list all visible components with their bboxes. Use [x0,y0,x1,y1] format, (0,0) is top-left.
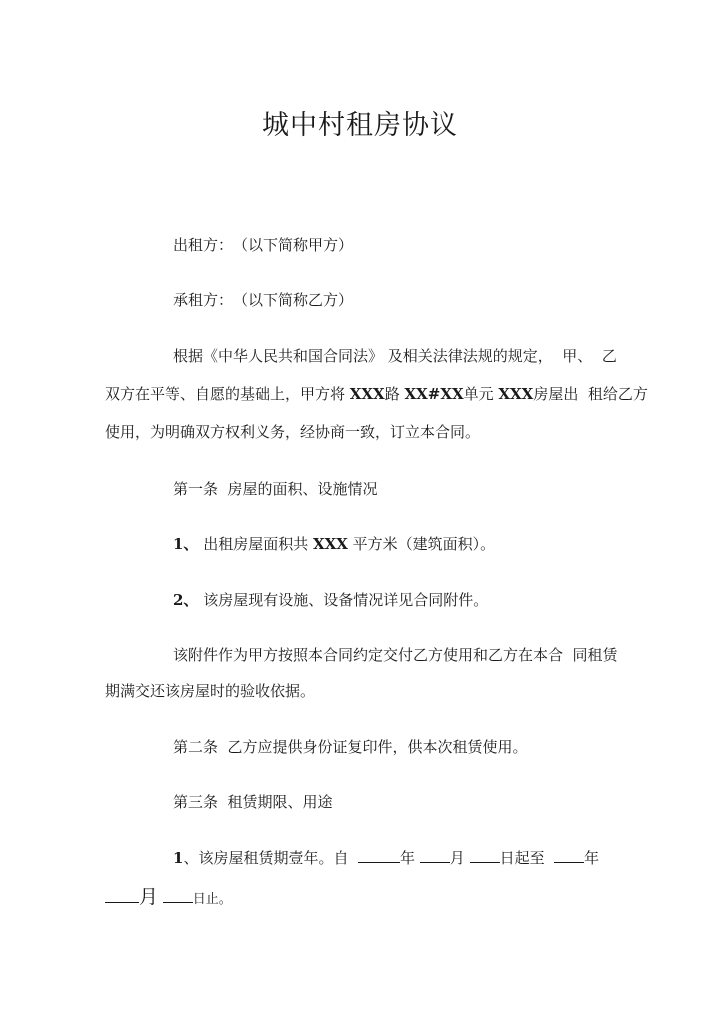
document-title: 城中村租房协议 [262,110,458,141]
item-text: 出租房屋面积共 [198,535,313,553]
article-2-heading: 第二条 乙方应提供身份证复印件，供本次租赁使用。 [173,738,528,756]
article-1-heading: 第一条 房屋的面积、设施情况 [173,480,378,498]
preamble-line-2 [105,383,648,405]
lessee-line: 承租方： （以下简称乙方） [173,291,354,309]
item-text: 平方米（建筑面积）。 [347,535,496,553]
area-placeholder: XXX [312,535,348,553]
annex-line-1: 该附件作为甲方按照本合同约定交付乙方使用和乙方在本合 同租赁 [173,646,618,664]
lessor-line: 出租方： （以下简称甲方） [173,236,354,254]
day-from-label: 日起至 [499,849,545,867]
day-to-label: 日止。 [192,892,232,907]
blank-month-to [105,888,139,903]
month-label: 月 [449,849,465,867]
preamble-line-1: 根据《中华人民共和国合同法》 及相关法律法规的规定， 甲、 乙 [173,347,617,365]
item-text: 、该房屋租赁期壹年。自 [183,849,358,867]
road-placeholder: XXX [349,385,385,403]
unit-placeholder: XX#XX [404,385,464,403]
article-3-item-1-cont [105,886,232,911]
month-label: 月 [139,886,159,908]
preamble-text-a: 双方在平等、自愿的基础上，甲方将 [105,385,350,403]
year-label: 年 [399,849,415,867]
preamble-text-b: 路 [384,385,405,403]
preamble-text-c: 单元 [463,385,499,403]
article-3-heading: 第三条 租赁期限、用途 [173,793,333,811]
year-label: 年 [584,849,600,867]
article-1-item-1 [173,533,495,555]
room-placeholder: XXX [498,385,534,403]
preamble-line-3: 使用，为明确双方权利义务，经协商一致，订立本合同。 [105,423,481,441]
item-number: 2、 [173,591,199,609]
blank-year-from [358,848,400,863]
blank-year-to [554,848,584,863]
blank-month-from [420,848,450,863]
item-number: 1 [173,849,184,867]
blank-day-from [470,848,500,863]
blank-day-to [163,888,193,903]
preamble-text-d: 房屋出 租给乙方 [533,385,648,403]
item-number: 1、 [173,535,199,553]
item-text: 该房屋现有设施、设备情况详见合同附件。 [198,591,489,609]
annex-line-2: 期满交还该房屋时的验收依据。 [105,682,316,700]
article-3-item-1 [173,847,599,869]
article-1-item-2 [173,589,488,611]
